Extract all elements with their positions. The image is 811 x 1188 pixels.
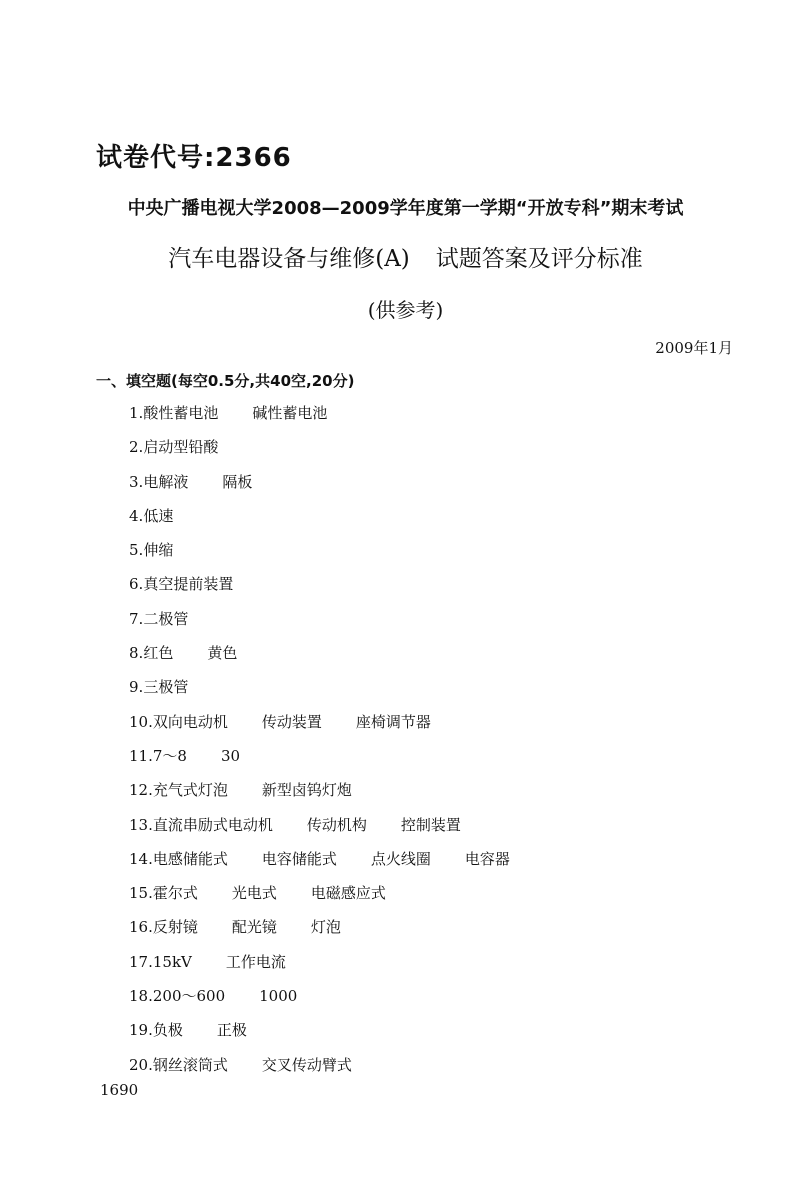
answer-row <box>129 982 510 1016</box>
answer-text: 电感储能式 <box>152 849 228 868</box>
answer-text: 传动机构 <box>306 815 367 834</box>
answer-number: 3. <box>129 472 144 491</box>
answer-text: 光电式 <box>231 884 277 903</box>
answer-text: 酸性蓄电池 <box>143 404 219 422</box>
answer-row <box>129 639 510 673</box>
answer-text: 1000 <box>259 987 298 1006</box>
answer-row <box>129 433 510 467</box>
answer-text: 配光镜 <box>231 918 277 937</box>
answer-text: 15kV <box>152 952 192 971</box>
answer-text: 充气式灯泡 <box>152 781 228 800</box>
answer-text: 低速 <box>143 506 174 525</box>
answer-text: 200～600 <box>152 987 226 1006</box>
paper-code: 试卷代号:2366 <box>96 143 292 173</box>
answer-text: 反射镜 <box>152 918 198 937</box>
subject-title <box>0 240 811 273</box>
answer-text: 电解液 <box>143 472 189 491</box>
answer-text: 红色 <box>143 644 174 663</box>
answer-row <box>129 570 510 604</box>
answer-text: 控制装置 <box>400 815 461 834</box>
answer-row <box>129 708 510 742</box>
answer-text: 钢丝滚筒式 <box>152 1055 228 1074</box>
exam-date: 2009年1月 <box>655 339 733 357</box>
answer-number: 9. <box>129 678 144 697</box>
answer-row <box>129 776 510 810</box>
page-number: 1690 <box>100 1081 139 1099</box>
answer-row <box>129 1016 510 1050</box>
answer-row <box>129 502 510 536</box>
answer-number: 7. <box>129 609 144 628</box>
answer-text: 启动型铅酸 <box>143 438 219 457</box>
answer-number: 17. <box>129 952 153 971</box>
answer-text: 真空提前装置 <box>143 575 234 594</box>
answer-row <box>129 1051 510 1085</box>
answer-row <box>129 879 510 913</box>
answer-key-subtitle: 试题答案及评分标准 <box>435 246 643 272</box>
answer-text: 传动装置 <box>261 712 322 731</box>
answer-list <box>129 399 510 1085</box>
exam-title: 中央广播电视大学2008—2009学年度第一学期“开放专科”期末考试 <box>127 198 684 219</box>
answer-text: 点火线圈 <box>370 849 431 868</box>
answer-number: 18. <box>129 987 153 1006</box>
answer-number: 6. <box>129 575 144 594</box>
answer-row <box>129 468 510 502</box>
answer-number: 14. <box>129 849 153 868</box>
answer-number: 8. <box>129 644 144 663</box>
answer-row <box>129 811 510 845</box>
answer-number: 2. <box>129 438 144 457</box>
answer-row <box>129 605 510 639</box>
answer-text: 灯泡 <box>310 918 341 937</box>
answer-text: 30 <box>220 746 241 765</box>
reference-note: (供参考) <box>367 298 444 322</box>
answer-text: 霍尔式 <box>152 884 198 903</box>
answer-row <box>129 536 510 570</box>
answer-text: 电容储能式 <box>261 849 337 868</box>
answer-text: 交叉传动臂式 <box>261 1055 352 1074</box>
answer-row <box>129 673 510 707</box>
answer-text: 双向电动机 <box>152 712 228 731</box>
answer-text: 伸缩 <box>143 541 174 560</box>
answer-number: 13. <box>129 815 153 834</box>
subject-name: 汽车电器设备与维修(A) <box>168 246 410 272</box>
answer-text: 工作电流 <box>225 952 286 971</box>
answer-number: 12. <box>129 781 153 800</box>
answer-number: 16. <box>129 918 153 937</box>
answer-row <box>129 948 510 982</box>
answer-number: 19. <box>129 1021 153 1040</box>
answer-text: 隔板 <box>222 472 253 491</box>
answer-text: 直流串励式电动机 <box>152 815 273 834</box>
answer-text: 新型卤钨灯炮 <box>261 781 352 800</box>
answer-text: 黄色 <box>207 644 238 663</box>
answer-number: 20. <box>129 1055 153 1074</box>
answer-text: 正极 <box>216 1021 247 1040</box>
answer-text: 碱性蓄电池 <box>252 404 328 422</box>
answer-number: 4. <box>129 506 144 525</box>
answer-row <box>129 399 510 433</box>
answer-row <box>129 742 510 776</box>
answer-text: 电容器 <box>464 849 510 868</box>
answer-number: 1. <box>129 404 144 422</box>
answer-row <box>129 913 510 947</box>
answer-number: 10. <box>129 712 153 731</box>
answer-number: 11. <box>129 746 153 765</box>
answer-number: 5. <box>129 541 144 560</box>
answer-row <box>129 845 510 879</box>
answer-text: 座椅调节器 <box>355 712 431 731</box>
answer-text: 电磁感应式 <box>310 884 386 903</box>
section-heading: 一、填空题(每空0.5分,共40空,20分) <box>96 372 355 390</box>
answer-number: 15. <box>129 884 153 903</box>
answer-text: 三极管 <box>143 678 189 697</box>
answer-text: 负极 <box>152 1021 183 1040</box>
answer-text: 7～8 <box>152 746 187 765</box>
answer-text: 二极管 <box>143 609 189 628</box>
